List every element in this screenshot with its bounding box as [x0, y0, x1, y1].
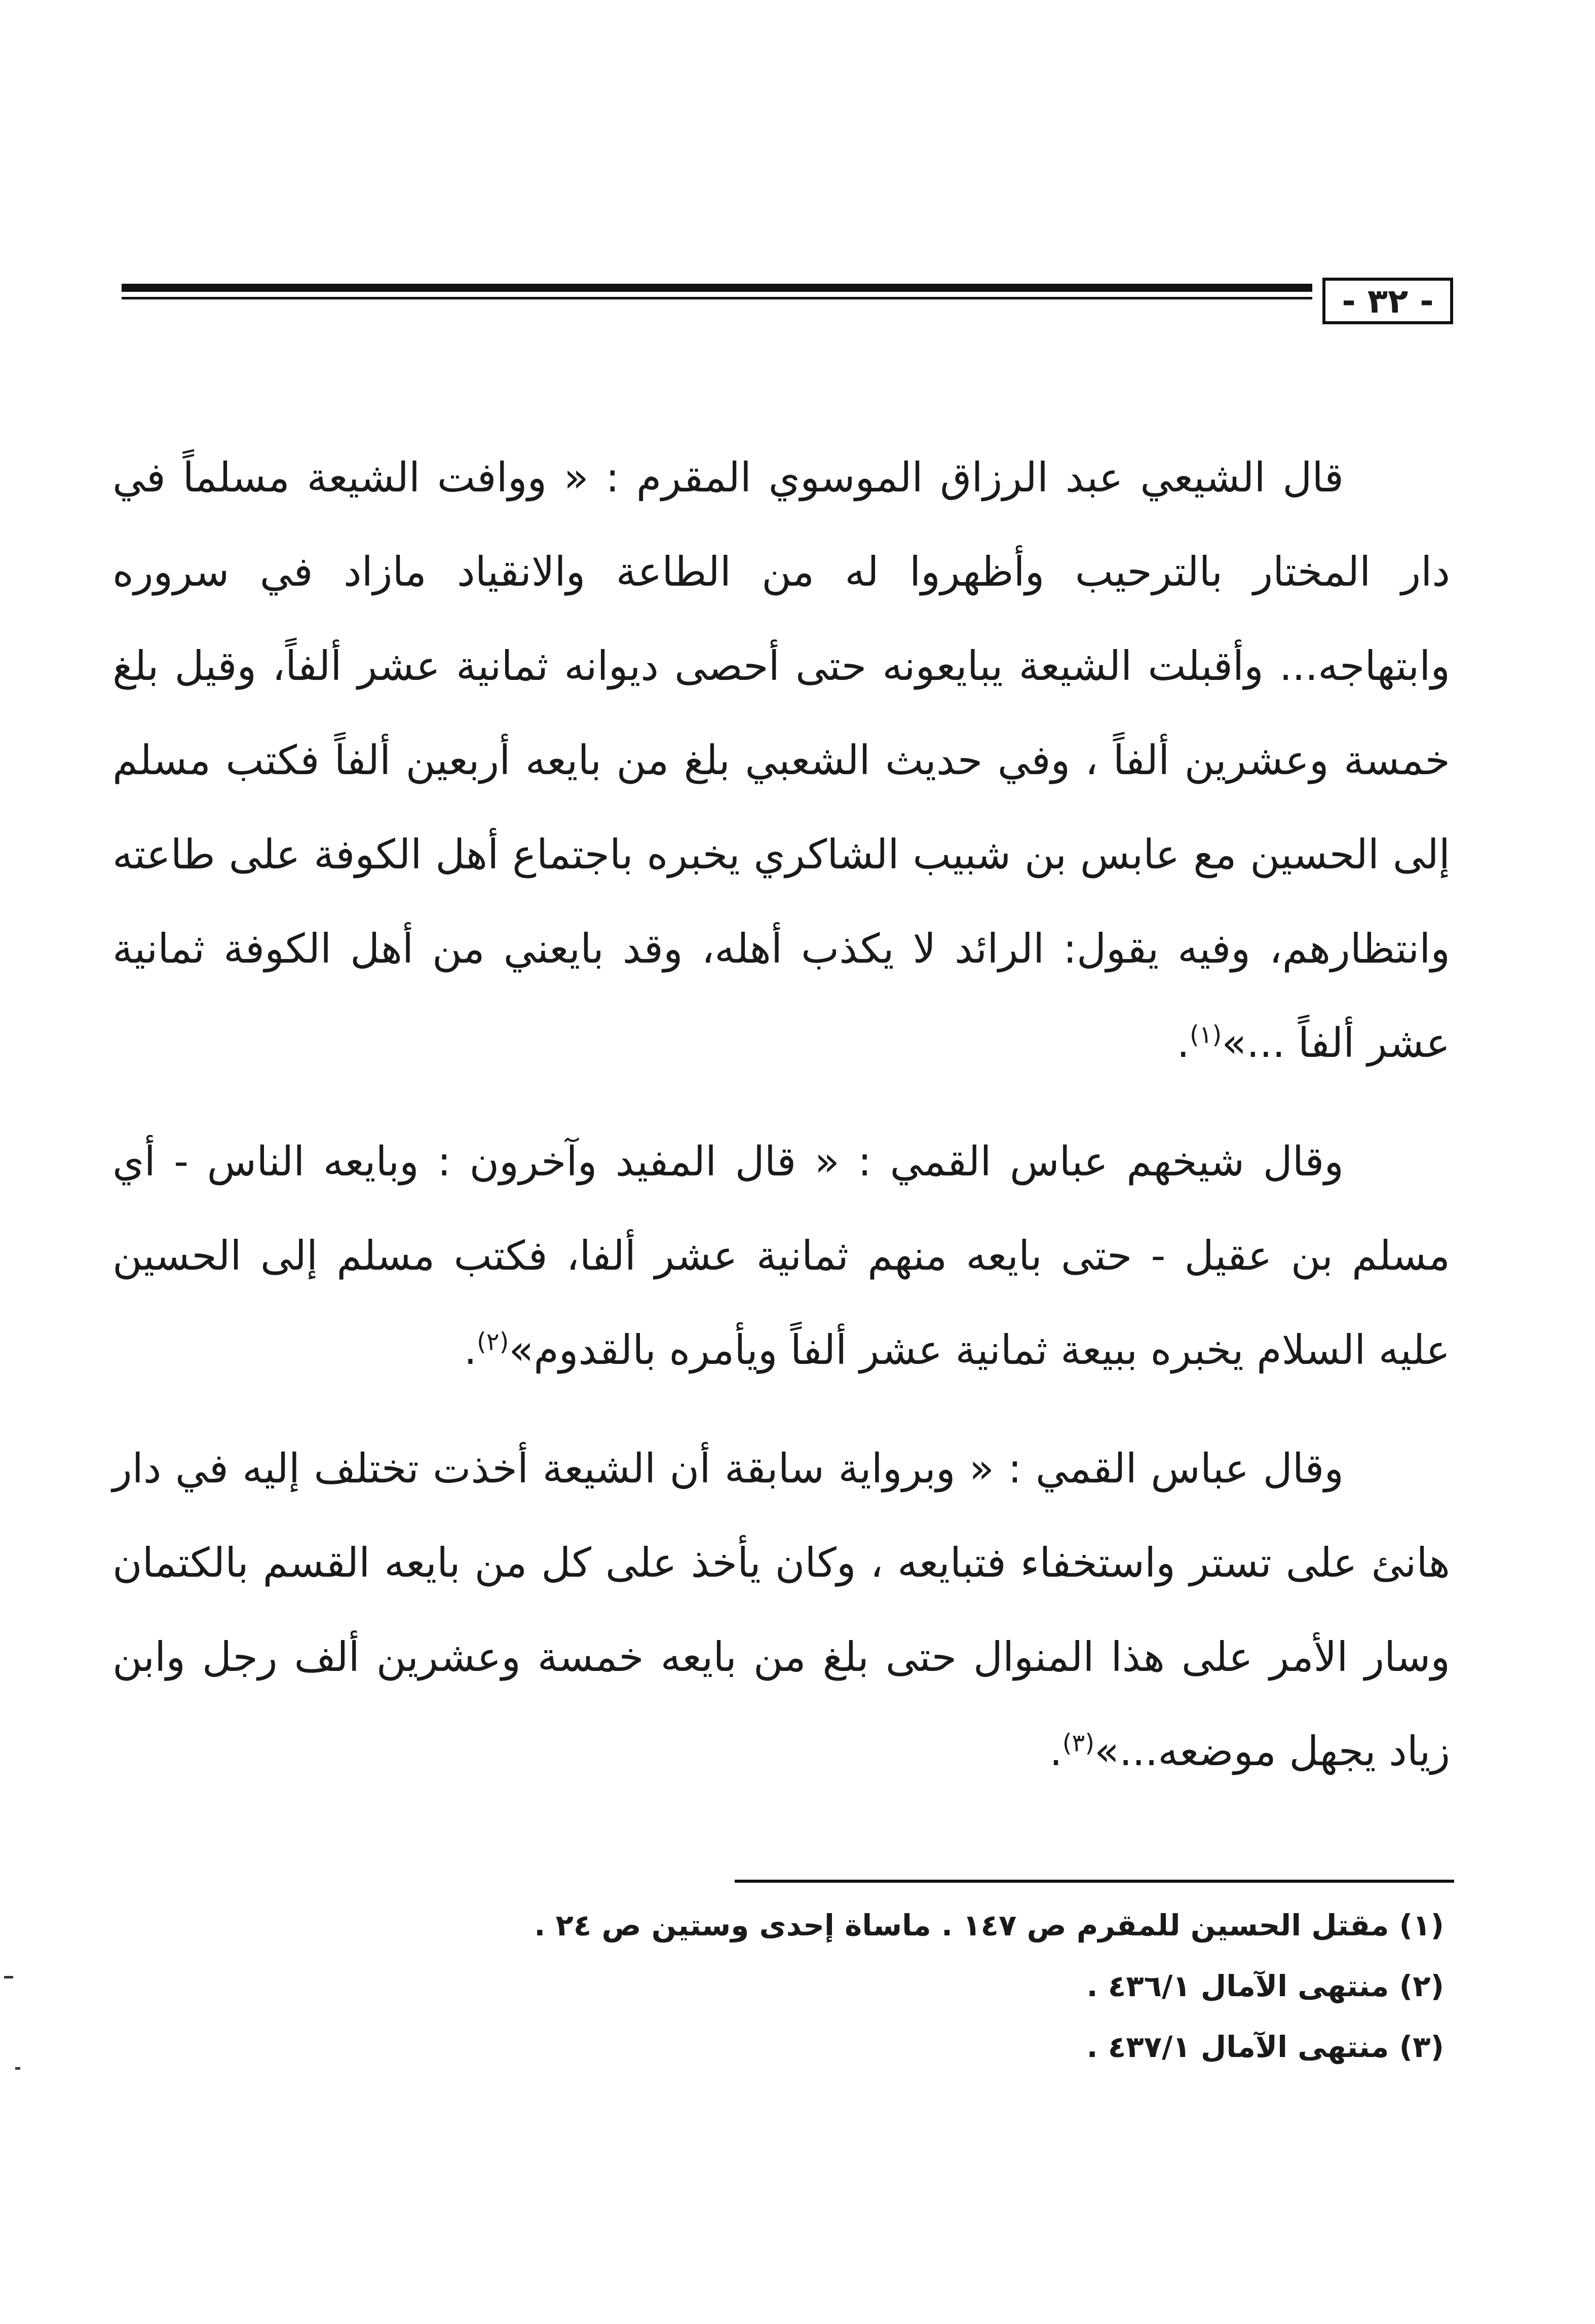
sentence-end: .: [1049, 1728, 1062, 1775]
footnote-ref: (١): [1189, 1020, 1222, 1049]
paragraph: [112, 431, 1450, 1090]
sentence-end: .: [1176, 1019, 1190, 1066]
scan-speck: [15, 2067, 20, 2070]
footnote: (٣) منتهى الآمال ٤٣٧/١ .: [1086, 2030, 1444, 2064]
footnotes: [456, 1895, 1444, 2077]
footnote-ref: (٢): [477, 1327, 509, 1356]
sentence-end: .: [464, 1326, 477, 1374]
footnote: (٢) منتهى الآمال ٤٣٦/١ .: [1086, 1969, 1444, 2003]
header-rule: [122, 284, 1312, 299]
scan-speck: [4, 1976, 13, 1978]
page-number: - ٣٢ -: [1322, 278, 1453, 324]
paragraph: [112, 1422, 1450, 1799]
footnote-ref: (٣): [1062, 1729, 1095, 1758]
footnote-rule: [735, 1880, 1454, 1883]
body-text: [112, 431, 1450, 1823]
footnote: (١) مقتل الحسين للمقرم ص ١٤٧ . ماساة إحدى وستين ص ٢٤ .: [534, 1908, 1444, 1942]
paragraph-text: وقال عباس القمي : « وبرواية سابقة أن الشيعة أخذت تختلف إليه في دار هانئ على تستر واستخفاء فتبايعه ، وكان يأخذ على كل من بايعه القسم بالكتمان وسار الأمر على هذا المنوال حتى بلغ من بايعه خمسة وعشرين ألف رجل وابن زياد يجهل موضعه...»: [112, 1445, 1450, 1775]
paragraph-text: وقال شيخهم عباس القمي : « قال المفيد وآخرون : وبايعه الناس - أي مسلم بن عقيل - حتى بايعه منهم ثمانية عشر ألفا، فكتب مسلم إلى الحسين عليه السلام يخبره ببيعة ثمانية عشر ألفاً ويأمره بالقدوم»: [112, 1138, 1450, 1374]
paragraph-text: قال الشيعي عبد الرزاق الموسوي المقرم : « ووافت الشيعة مسلماً في دار المختار بالترحيب وأظهروا له من الطاعة والانقياد مازاد في سروره وابتهاجه... وأقبلت الشيعة يبايعونه حتى أحصى ديوانه ثمانية عشر ألفاً، وقيل بلغ خمسة وعشرين ألفاً ، وفي حديث الشعبي بلغ من بايعه أربعين ألفاً فكتب مسلم إلى الحسين مع عابس بن شبيب الشاكري يخبره باجتماع أهل الكوفة على طاعته وانتظارهم، وفيه يقول: الرائد لا يكذب أهله، وقد بايعني من أهل الكوفة ثمانية عشر ألفاً ...»: [112, 454, 1450, 1066]
paragraph: [112, 1115, 1450, 1397]
